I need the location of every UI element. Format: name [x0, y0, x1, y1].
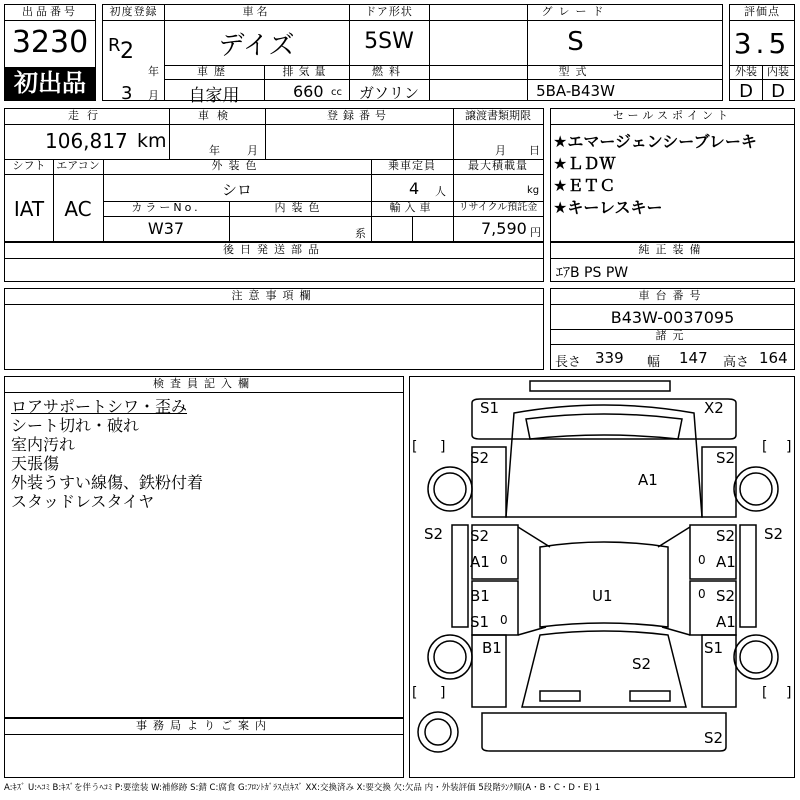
- fuel-label: 燃料: [372, 65, 406, 78]
- recycle-unit: 円: [530, 226, 541, 239]
- model-label: 型式: [558, 65, 593, 78]
- bracket-right-1b: ]: [786, 439, 792, 455]
- sales-points-block: [550, 108, 795, 242]
- displacement-label: 排気量: [282, 65, 331, 78]
- ext-score: D: [739, 81, 753, 102]
- mark-fender-fl: S2: [470, 449, 490, 467]
- inspector-line-3: 室内汚れ: [11, 435, 76, 454]
- bracket-left-1b: ]: [440, 439, 446, 455]
- bracket-left-2: [: [412, 685, 418, 701]
- fuel: ガソリン: [358, 84, 419, 102]
- color-no: W37: [147, 219, 185, 238]
- first-listing-badge: 初出品: [5, 67, 95, 100]
- grade-label: グレード: [541, 5, 610, 18]
- genuine-label: 純正装備: [638, 243, 707, 256]
- capacity: 4: [409, 179, 420, 198]
- ext-score-label: 外装: [735, 65, 757, 78]
- ac-label: エアコン: [56, 159, 100, 172]
- year-unit: 年: [148, 65, 159, 78]
- notes-label: 注意事項欄: [231, 289, 317, 302]
- mark-door-rr-1: S2: [716, 587, 736, 605]
- import-label: 輸入車: [389, 201, 435, 214]
- bracket-right-1: [: [762, 439, 768, 455]
- inspector-line-1: ロアサポートシワ・歪み: [11, 397, 188, 416]
- mark-door-rr-2: A1: [716, 613, 736, 631]
- genuine-block: [550, 242, 795, 282]
- car-outline: [410, 377, 794, 777]
- mark-door-rl-1: B1: [470, 587, 490, 605]
- car-name-label: 車名: [242, 5, 271, 18]
- int-score-label: 内装: [767, 65, 789, 78]
- ext-color-label: 外装色: [211, 159, 263, 172]
- mark-fender-fr: S2: [716, 449, 736, 467]
- load-label: 最大積載量: [468, 159, 528, 172]
- transfer-month-unit: 月: [495, 144, 506, 157]
- sales-point-2: ★ＬＤＷ: [553, 154, 616, 173]
- capacity-unit: 人: [435, 185, 446, 198]
- door-label: ドア形状: [365, 5, 413, 18]
- displacement-unit: cc: [331, 87, 342, 98]
- color-no-label: カラーNo.: [131, 201, 201, 214]
- inspector-line-5: 外装うすい線傷、鉄粉付着: [11, 473, 204, 492]
- displacement: 660: [293, 82, 324, 101]
- notes-block: [4, 288, 544, 370]
- load-unit: kg: [527, 185, 540, 196]
- inspector-line-2: シート切れ・破れ: [11, 416, 140, 435]
- int-color-label: 内装色: [274, 201, 326, 214]
- office-label: 事務局よりご案内: [136, 719, 272, 732]
- recycle-label: リサイクル預託金: [458, 202, 538, 213]
- width-label: 幅: [647, 355, 661, 370]
- transfer-day-unit: 日: [529, 144, 540, 157]
- mark-small-o-2: 0: [698, 553, 706, 567]
- mark-side-right: S2: [764, 525, 784, 543]
- spec-label: 諸元: [655, 329, 690, 342]
- month-unit: 月: [148, 89, 159, 102]
- bracket-left-2b: ]: [440, 685, 446, 701]
- mark-door-fl-2: A1: [470, 553, 490, 571]
- height: 164: [759, 349, 788, 367]
- lot-box: [4, 4, 96, 101]
- legend: A:ｷｽﾞ U:ﾍｺﾐ B:ｷｽﾞを伴うﾍｺﾐ P:要塗装 W:補修跡 S:錆 C:腐食 G:ﾌﾛﾝﾄｶﾞﾗｽ点ｷｽﾞ XX:交換済み X:要交換 欠:欠品 内・外装評価 5段階ﾗﾝｸ順(A・B・C・D・E) 1: [4, 783, 601, 793]
- mileage-label: 走行: [68, 109, 106, 122]
- reg-month: 3: [121, 83, 133, 104]
- mileage: 106,817: [45, 129, 128, 153]
- mark-small-o-4: 0: [698, 587, 706, 601]
- score: 3.5: [733, 27, 791, 60]
- reg-year: 2: [120, 39, 134, 64]
- header-block: [102, 4, 723, 106]
- era: R: [108, 35, 121, 56]
- chassis-label: 車台番号: [638, 289, 707, 302]
- mark-rear: S2: [704, 729, 724, 747]
- shift: IAT: [13, 197, 45, 221]
- recycle: 7,590: [481, 219, 527, 238]
- inspection-year-unit: 年: [209, 144, 220, 157]
- inspector-line-6: スタッドレスタイヤ: [11, 492, 155, 511]
- mileage-unit: km: [137, 130, 167, 152]
- inspector-label: 検査員記入欄: [153, 377, 255, 390]
- mark-hood: A1: [638, 471, 658, 489]
- length: 339: [595, 349, 624, 367]
- inspection-label: 車検: [198, 109, 236, 122]
- later-parts-label: 後日発送部品: [223, 243, 325, 256]
- capacity-label: 乗車定員: [388, 159, 436, 172]
- details-block: [4, 108, 544, 242]
- ext-color: シロ: [221, 181, 252, 199]
- office-block: [4, 718, 404, 778]
- bracket-left-1: [: [412, 439, 418, 455]
- int-score: D: [771, 81, 785, 102]
- model: 5BA-B43W: [536, 82, 615, 100]
- width: 147: [679, 349, 708, 367]
- inspector-block: [4, 376, 404, 718]
- car-diagram: [409, 376, 795, 778]
- mark-side-left: S2: [424, 525, 444, 543]
- chassis-block: [550, 288, 795, 370]
- lot-label: 出品番号: [22, 5, 78, 18]
- sales-point-1: ★エマージェンシーブレーキ: [553, 132, 757, 151]
- shift-label: シフト: [12, 159, 46, 172]
- mark-door-rl-2: S1: [470, 613, 490, 631]
- sales-label: セールスポイント: [612, 109, 732, 122]
- bracket-right-2b: ]: [786, 685, 792, 701]
- door-type: 5SW: [364, 29, 414, 54]
- car-name: デイズ: [218, 31, 295, 61]
- ac: AC: [64, 197, 92, 221]
- score-block: [729, 4, 795, 101]
- chassis-number: B43W-0037095: [610, 308, 735, 327]
- bracket-right-2: [: [762, 685, 768, 701]
- history-label: 車歴: [197, 65, 231, 78]
- inspection-month-unit: 月: [247, 144, 258, 157]
- plate-label: 登録番号: [327, 109, 391, 122]
- mark-quarter-right: S1: [704, 639, 724, 657]
- height-label: 高さ: [723, 355, 750, 370]
- mark-quarter-left: B1: [482, 639, 502, 657]
- length-label: 長さ: [555, 355, 582, 370]
- int-color-unit: 系: [355, 227, 366, 240]
- mark-door-fl-1: S2: [470, 527, 490, 545]
- transfer-label: 譲渡書類期限: [465, 109, 531, 122]
- mark-small-o-1: 0: [500, 553, 508, 567]
- grade: S: [567, 27, 584, 57]
- first-reg-label: 初度登録: [109, 5, 158, 18]
- mark-front-right: X2: [704, 399, 724, 417]
- mark-roof: U1: [592, 587, 613, 605]
- lot-number: 3230: [11, 25, 89, 60]
- mark-door-fr-1: S2: [716, 527, 736, 545]
- genuine-value: ｴｱB PS PW: [556, 265, 629, 281]
- sales-point-4: ★キーレスキー: [553, 198, 663, 217]
- mark-door-fr-2: A1: [716, 553, 736, 571]
- inspector-line-4: 天張傷: [11, 454, 60, 473]
- later-parts-block: [4, 242, 544, 282]
- mark-small-o-3: 0: [500, 613, 508, 627]
- sales-point-3: ★ＥＴＣ: [553, 176, 616, 195]
- mark-front-left: S1: [480, 399, 500, 417]
- history: 自家用: [188, 86, 240, 106]
- mark-tailgate: S2: [632, 655, 652, 673]
- score-label: 評価点: [744, 5, 780, 18]
